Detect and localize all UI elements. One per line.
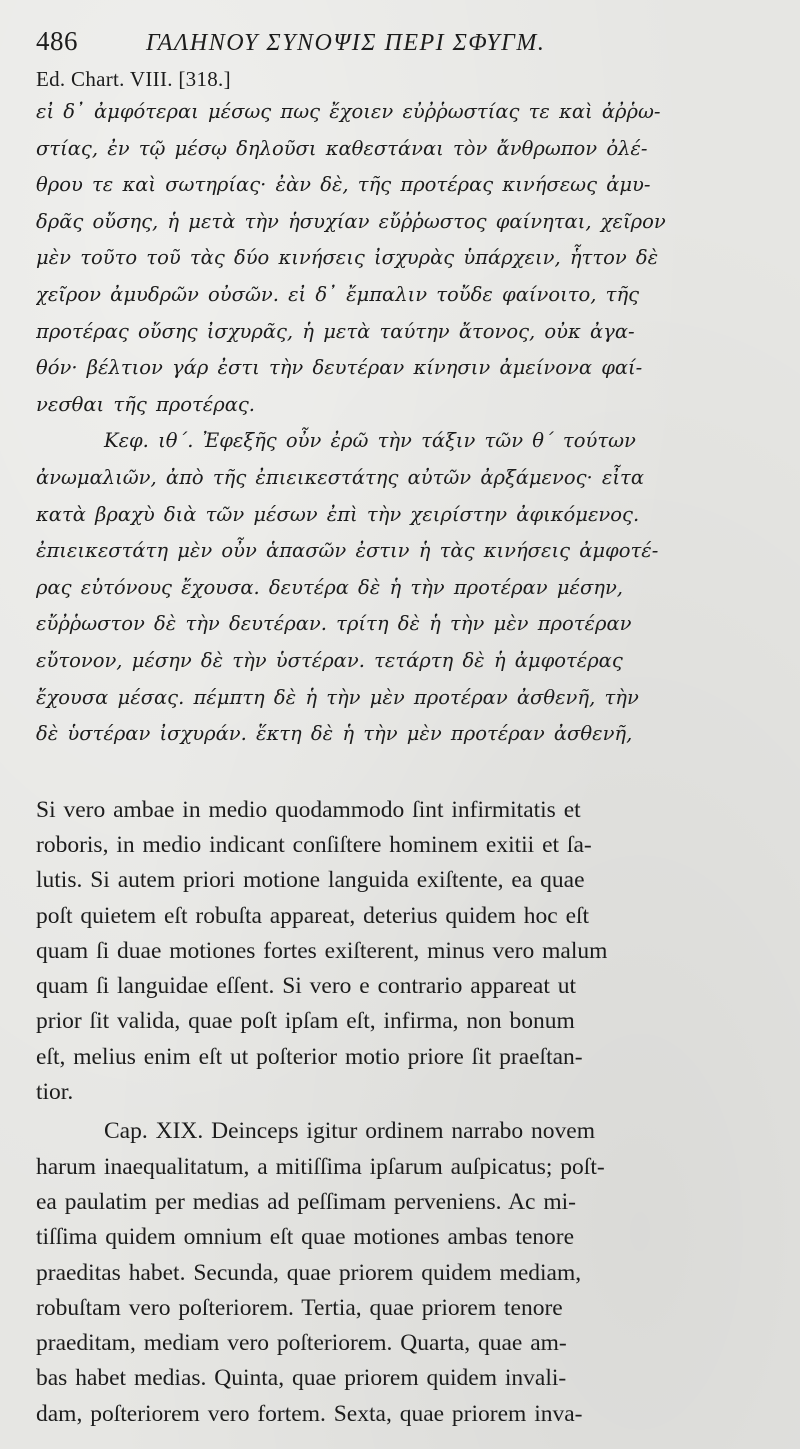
latin-line: ea paulatim per medias ad peſſimam perveniens. Ac mi-	[36, 1188, 576, 1215]
latin-line: poſt quietem eſt robuſta appareat, deterius quidem hoc eſt	[36, 902, 590, 929]
greek-line: στίας, ἐν τῷ μέσῳ δηλοῦσι καθεστάναι τὸν ἄνθρωπον ὀλέ-	[36, 136, 648, 160]
greek-line: ἐπιεικεστάτη μὲν οὖν ἁπασῶν ἐστιν ἡ τὰς κινήσεις ἀμφοτέ-	[36, 539, 659, 563]
greek-line: δὲ ὑστέραν ἰσχυράν. ἕκτη δὲ ἡ τὴν μὲν προτέραν ἀσθενῆ,	[36, 722, 633, 746]
greek-line: μὲν τοῦτο τοῦ τὰς δύο κινήσεις ἰσχυρὰς ὑπάρχειν, ἧττον δὲ	[36, 246, 659, 270]
greek-line: εὔτονον, μέσην δὲ τὴν ὑστέραν. τετάρτη δὲ ἡ ἀμφοτέρας	[36, 648, 623, 672]
running-title: ΓΑΛΗΝΟΥ ΣΥΝΟΨΙΣ ΠΕΡΙ ΣΦΥΓΜ.	[146, 30, 546, 56]
greek-line: θρου τε καὶ σωτηρίας· ἐὰν δὲ, τῆς προτέρας κινήσεως ἀμυ-	[36, 173, 651, 197]
greek-line: ρας εὐτόνους ἔχουσα. δευτέρα δὲ ἡ τὴν προτέραν μέσην,	[36, 575, 624, 599]
greek-line: κατὰ βραχὺ διὰ τῶν μέσων ἐπὶ τὴν χειρίστην ἀφικόμενος.	[36, 502, 640, 526]
greek-chapter-heading-line: Κεφ. ιθ΄. Ἐφεξῆς οὖν ἐρῶ τὴν τάξιν τῶν θ΄ τούτων	[104, 429, 636, 453]
edition-reference: Ed. Chart. VIII. [318.]	[36, 67, 231, 91]
greek-line: δρᾶς οὔσης, ἡ μετὰ τὴν ἡσυχίαν εὔῤῥωστος φαίνηται, χεῖρον	[36, 209, 666, 233]
latin-line: quam ſi languidae eſſent. Si vero e contrario appareat ut	[36, 973, 577, 1000]
greek-line: προτέρας οὔσης ἰσχυρᾶς, ἡ μετὰ ταύτην ἄτονος, οὐκ ἀγα-	[36, 319, 635, 343]
latin-line: eſt, melius enim eſt ut poſterior motio priore ſit praeſtan-	[36, 1043, 583, 1070]
greek-line: ἔχουσα μέσας. πέμπτη δὲ ἡ τὴν μὲν προτέραν ἀσθενῆ, τὴν	[36, 685, 639, 709]
latin-line: roboris, in medio indicant conſiſtere hominem exitii et ſa-	[36, 831, 592, 858]
latin-line: harum inaequalitatum, a mitiſſima ipſarum auſpicatus; poſt-	[36, 1153, 605, 1180]
latin-line: tior.	[36, 1079, 74, 1106]
greek-text	[36, 94, 764, 753]
latin-paragraph-1	[36, 793, 764, 1111]
greek-line: ἀνωμαλιῶν, ἀπὸ τῆς ἐπιεικεστάτης αὐτῶν ἀρξάμενος· εἶτα	[36, 465, 644, 489]
latin-line: Si vero ambae in medio quodammodo ſint infirmitatis et	[36, 796, 581, 823]
greek-line: εὔῤῥωστον δὲ τὴν δευτέραν. τρίτη δὲ ἡ τὴν μὲν προτέραν	[36, 612, 632, 636]
greek-line: θόν· βέλτιον γάρ ἐστι τὴν δευτέραν κίνησιν ἀμείνονα φαί-	[36, 356, 643, 380]
latin-paragraph-2	[36, 1114, 764, 1432]
running-header	[36, 26, 764, 64]
latin-line: quam ſi duae motiones fortes exiſterent, minus vero malum	[36, 937, 608, 964]
page-number: 486	[36, 26, 78, 56]
greek-line: χεῖρον ἀμυδρῶν οὐσῶν. εἰ δ᾽ ἔμπαλιν τοὔδε φαίνοιτο, τῆς	[36, 282, 640, 306]
latin-line: bas habet medias. Quinta, quae priorem quidem invali-	[36, 1365, 567, 1392]
greek-line: νεσθαι τῆς προτέρας.	[36, 392, 255, 416]
latin-line: lutis. Si autem priori motione languida exiſtente, ea quae	[36, 867, 585, 894]
latin-line: tiſſima quidem omnium eſt quae motiones ambas tenore	[36, 1224, 575, 1251]
latin-line: robuſtam vero poſteriorem. Tertia, quae priorem tenore	[36, 1294, 563, 1321]
latin-chapter-heading-line: Cap. XIX. Deinceps igitur ordinem narrabo novem	[104, 1118, 596, 1145]
latin-line: dam, poſteriorem vero fortem. Sexta, quae priorem inva-	[36, 1400, 583, 1427]
latin-line: praeditas habet. Secunda, quae priorem quidem mediam,	[36, 1259, 582, 1286]
greek-line: εἰ δ᾽ ἀμφότεραι μέσως πως ἔχοιεν εὐῤῥωστίας τε καὶ ἀῤῥω-	[36, 100, 661, 123]
latin-line: praeditam, mediam vero poſteriorem. Quarta, quae am-	[36, 1330, 567, 1357]
latin-line: prior ſit valida, quae poſt ipſam eſt, infirma, non bonum	[36, 1008, 575, 1035]
column-gap	[36, 753, 764, 793]
